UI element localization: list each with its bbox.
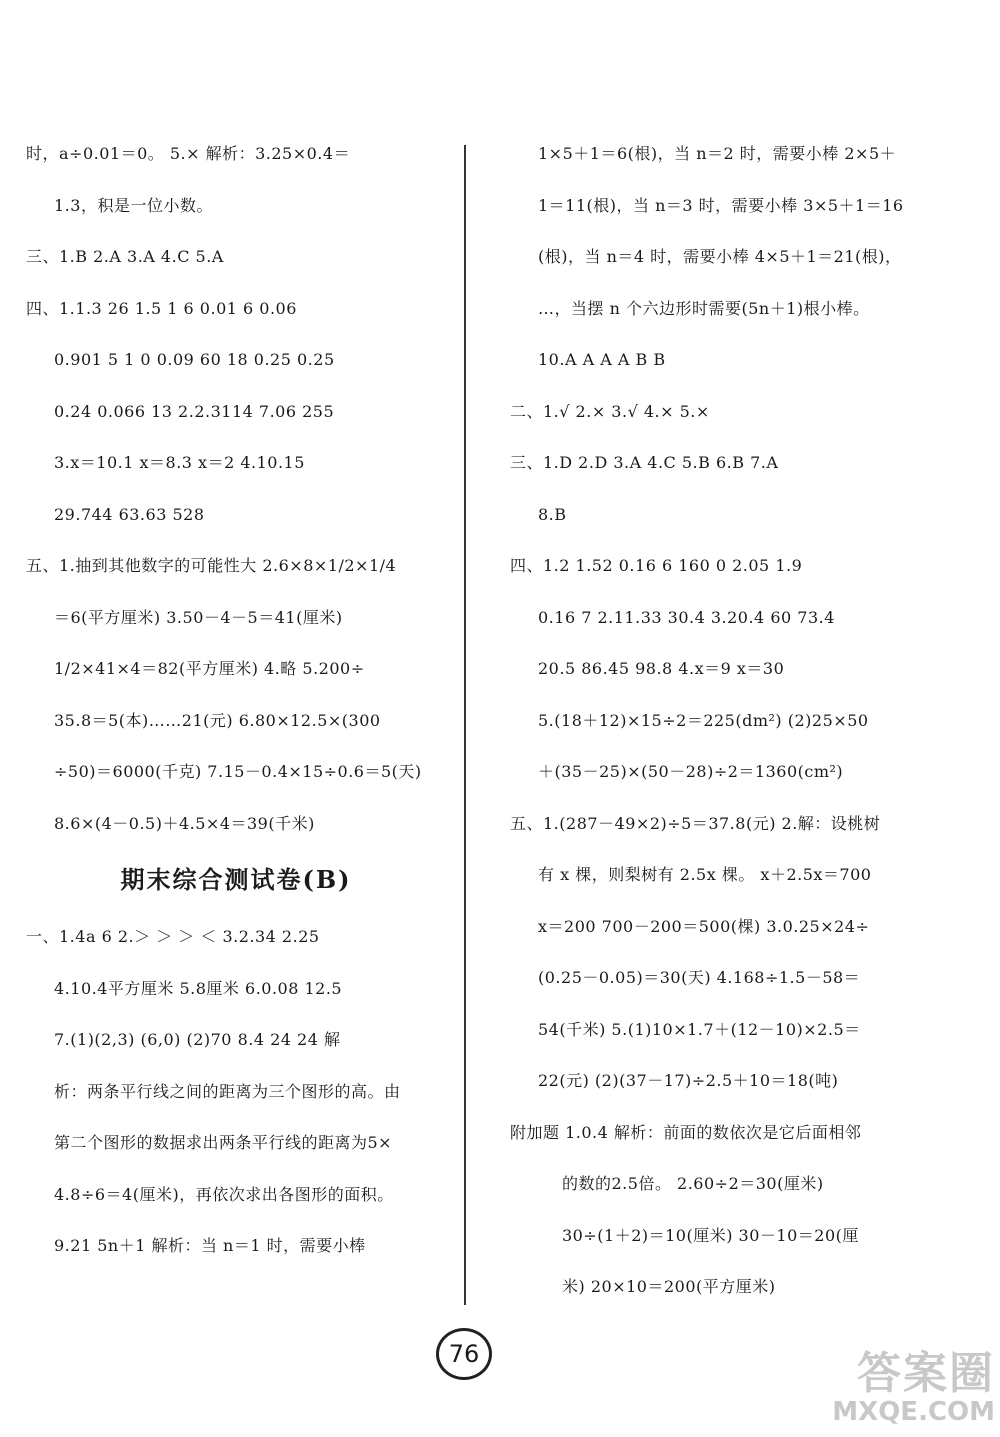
text-line: 10.A A A A B B [538,350,666,369]
text-line: ÷50)＝6000(千克) 7.15－0.4×15÷0.6＝5(天) [54,762,422,781]
text-line: 1×5＋1＝6(根)，当 n＝2 时，需要小棒 2×5＋ [538,144,897,163]
watermark-logo [765,1350,995,1430]
text-line: 五、1.(287－49×2)÷5＝37.8(元) 2.解：设桃树 [510,813,881,833]
watermark-url: MXQE.COM [832,1397,995,1427]
text-line: 30÷(1＋2)＝10(厘米) 30－10＝20(厘 [562,1225,859,1245]
text-line: 29.744 63.63 528 [54,504,205,524]
text-line: 一、1.4a 6 2.＞ ＞ ＞ ＜ 3.2.34 2.25 [26,927,320,946]
text-line: 析：两条平行线之间的距离为三个图形的高。由 [54,1081,401,1101]
text-line: 0.16 7 2.11.33 30.4 3.20.4 60 73.4 [538,607,835,627]
page-number: 76 [436,1328,492,1380]
text-line: 四、1.2 1.52 0.16 6 160 0 2.05 1.9 [510,556,803,575]
text-line: 0.901 5 1 0 0.09 60 18 0.25 0.25 [54,350,335,369]
text-line: (根)，当 n＝4 时，需要小棒 4×5＋1＝21(根)， [538,247,902,266]
text-line: 9.21 5n＋1 解析：当 n＝1 时，需要小棒 [54,1236,366,1255]
text-line: 8.B [538,504,567,524]
text-line: 1/2×41×4＝82(平方厘米) 4.略 5.200÷ [54,659,365,678]
text-line: 4.8÷6＝4(厘米)，再依次求出各图形的面积。 [54,1184,394,1204]
section-title: 期末综合测试卷(B) [120,865,352,894]
text-line: 附加题 1.0.4 解析：前面的数依次是它后面相邻 [510,1122,862,1142]
text-line: 1.3，积是一位小数。 [54,195,213,215]
text-line: 米) 20×10＝200(平方厘米) [562,1277,776,1296]
text-line: 1＝11(根)，当 n＝3 时，需要小棒 3×5＋1＝16 [538,195,904,215]
text-line: (0.25－0.05)＝30(天) 4.168÷1.5－58＝ [538,968,861,987]
text-line: 54(千米) 5.(1)10×1.7＋(12－10)×2.5＝ [538,1019,861,1039]
text-line: 第二个图形的数据求出两条平行线的距离为5× [54,1133,393,1152]
text-line: 8.6×(4－0.5)＋4.5×4＝39(千米) [54,813,315,833]
watermark-title: 答案圈 [857,1348,995,1399]
text-line: 的数的2.5倍。 2.60÷2＝30(厘米) [562,1174,824,1193]
text-line: 三、1.B 2.A 3.A 4.C 5.A [26,247,224,266]
text-line: 22(元) (2)(37－17)÷2.5＋10＝18(吨) [538,1071,839,1090]
column-divider [464,145,466,1305]
text-line: ＝6(平方厘米) 3.50－4－5＝41(厘米) [54,607,343,627]
text-line: 0.24 0.066 13 2.2.3114 7.06 255 [54,401,335,421]
text-line: ＋(35－25)×(50－28)÷2＝1360(cm²) [538,762,844,781]
text-line: 五、1.抽到其他数字的可能性大 2.6×8×1/2×1/4 [26,556,397,575]
text-line: 时，a÷0.01＝0。 5.× 解析：3.25×0.4＝ [26,144,351,163]
text-line: 二、1.√ 2.× 3.√ 4.× 5.× [510,401,710,421]
left-column [26,128,446,1272]
text-line: 四、1.1.3 26 1.5 1 6 0.01 6 0.06 [26,298,297,318]
text-line: x＝200 700－200＝500(棵) 3.0.25×24÷ [538,916,870,936]
text-line: 4.10.4平方厘米 5.8厘米 6.0.08 12.5 [54,978,343,998]
text-line: …，当摆 n 个六边形时需要(5n＋1)根小棒。 [538,298,870,318]
text-line: 20.5 86.45 98.8 4.x＝9 x＝30 [538,659,785,678]
text-line: 35.8＝5(本)……21(元) 6.80×12.5×(300 [54,710,381,730]
text-line: 有 x 棵，则梨树有 2.5x 棵。 x＋2.5x＝700 [538,865,872,884]
text-line: 5.(18＋12)×15÷2＝225(dm²) (2)25×50 [538,710,869,730]
text-line: 3.x＝10.1 x＝8.3 x＝2 4.10.15 [54,453,305,472]
text-line: 7.(1)(2,3) (6,0) (2)70 8.4 24 24 解 [54,1030,341,1049]
right-column [510,128,970,1313]
text-line: 三、1.D 2.D 3.A 4.C 5.B 6.B 7.A [510,453,779,472]
